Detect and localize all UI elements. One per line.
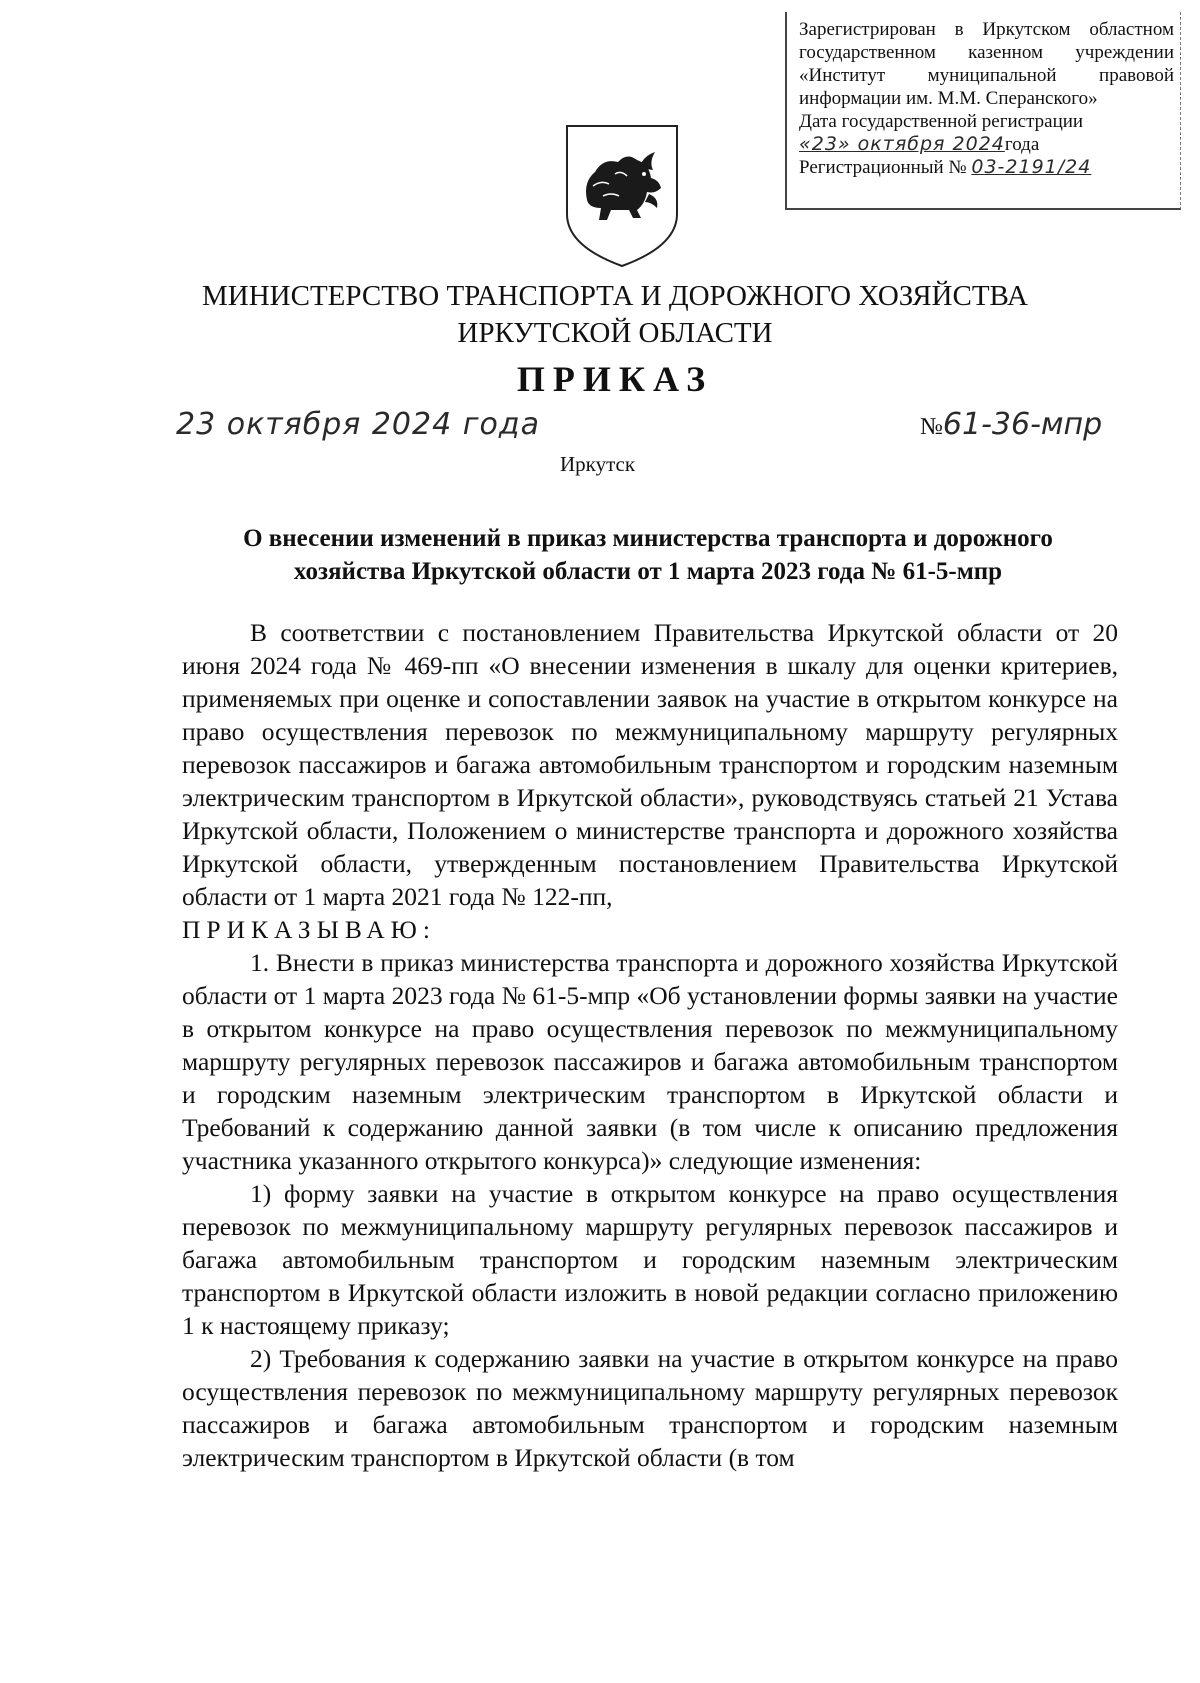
stamp-date-suffix: года: [1004, 134, 1040, 155]
city: Иркутск: [560, 452, 636, 476]
ministry-line: ИРКУТСКОЙ ОБЛАСТИ: [457, 317, 773, 349]
stamp-line: «Институт муниципальной правовой: [799, 65, 1174, 86]
ministry-line: МИНИСТЕРСТВО ТРАНСПОРТА И ДОРОЖНОГО ХОЗЯЙСТВА: [201, 280, 1029, 312]
stamp-line: государственном казенном учреждении: [799, 42, 1174, 63]
order-date-handwritten: 23 октября 2024 года: [176, 407, 540, 442]
stamp-date-handwritten: «23» октября 2024: [799, 133, 1005, 155]
document-title-line: О внесении изменений в приказ министерства транспорта и дорожного: [243, 525, 1053, 552]
item-paragraph: 1. Внести в приказ министерства транспорта и дорожного хозяйства Иркутской области от 1 марта 2023 года № 61-5-мпр «Об установлении формы заявки на участие в открытом конкурсе на право осуществления перевозок по межмуниципальному маршруту регулярных перевозок пассажиров и багажа автомобильным транспортом и городским наземным электрическим транспортом в Иркутской области и Требований к содержанию данной заявки (в том числе к описанию предложения участника указанного открытого конкурса)» следующие изменения:: [182, 948, 1118, 1175]
registration-stamp: [785, 12, 1181, 210]
stamp-reg-number-handwritten: 03-2191/24: [971, 156, 1092, 178]
order-number-prefix: №: [920, 414, 943, 440]
ministry-name: [150, 278, 1080, 352]
decree-word: ПРИКАЗЫВАЮ:: [182, 915, 436, 944]
coat-of-arms-icon: [563, 122, 681, 270]
preamble-paragraph: В соответствии с постановлением Правительства Иркутской области от 20 июня 2024 года № 469-пп «О внесении изменения в шкалу для оценки критериев, применяемых при оценке и сопоставлении заявок на участие в открытом конкурсе на право осуществления перевозок по межмуниципальному маршруту регулярных перевозок пассажиров и багажа автомобильным транспортом и городским наземным электрическим транспортом в Иркутской области», руководствуясь статьей 21 Устава Иркутской области, Положением о министерстве транспорта и дорожного хозяйства Иркутской области, утвержденным постановлением Правительства Иркутской области от 1 марта 2021 года № 122-пп,: [182, 618, 1118, 911]
subitem-paragraph: 1) форму заявки на участие в открытом конкурсе на право осуществления перевозок по межмуниципальному маршруту регулярных перевозок пассажиров и багажа автомобильным транспортом и городским наземным электрическим транспортом в Иркутской области изложить в новой редакции согласно приложению 1 к настоящему приказу;: [182, 1179, 1118, 1340]
stamp-date-line: [799, 133, 1174, 156]
stamp-line: Зарегистрирован в Иркутском областном: [799, 19, 1174, 40]
document-body: [182, 616, 1118, 1474]
stamp-reg-line: [799, 156, 1174, 179]
stamp-line: информации им. М.М. Сперанского»: [799, 88, 1098, 109]
stamp-reg-label: Регистрационный №: [799, 157, 967, 178]
stamp-line: Дата государственной регистрации: [799, 111, 1084, 132]
order-heading: ПРИКАЗ: [516, 359, 714, 399]
order-number: [920, 407, 1102, 442]
document-title-line: хозяйства Иркутской области от 1 марта 2023 года № 61-5-мпр: [293, 558, 1003, 585]
subitem-paragraph: 2) Требования к содержанию заявки на участие в открытом конкурсе на право осуществления перевозок по межмуниципальному маршруту регулярных перевозок пассажиров и багажа автомобильным транспортом и городским наземным электрическим транспортом в Иркутской области (в том: [182, 1344, 1118, 1472]
order-number-handwritten: 61-36-мпр: [942, 407, 1103, 442]
document-title: [178, 522, 1118, 588]
